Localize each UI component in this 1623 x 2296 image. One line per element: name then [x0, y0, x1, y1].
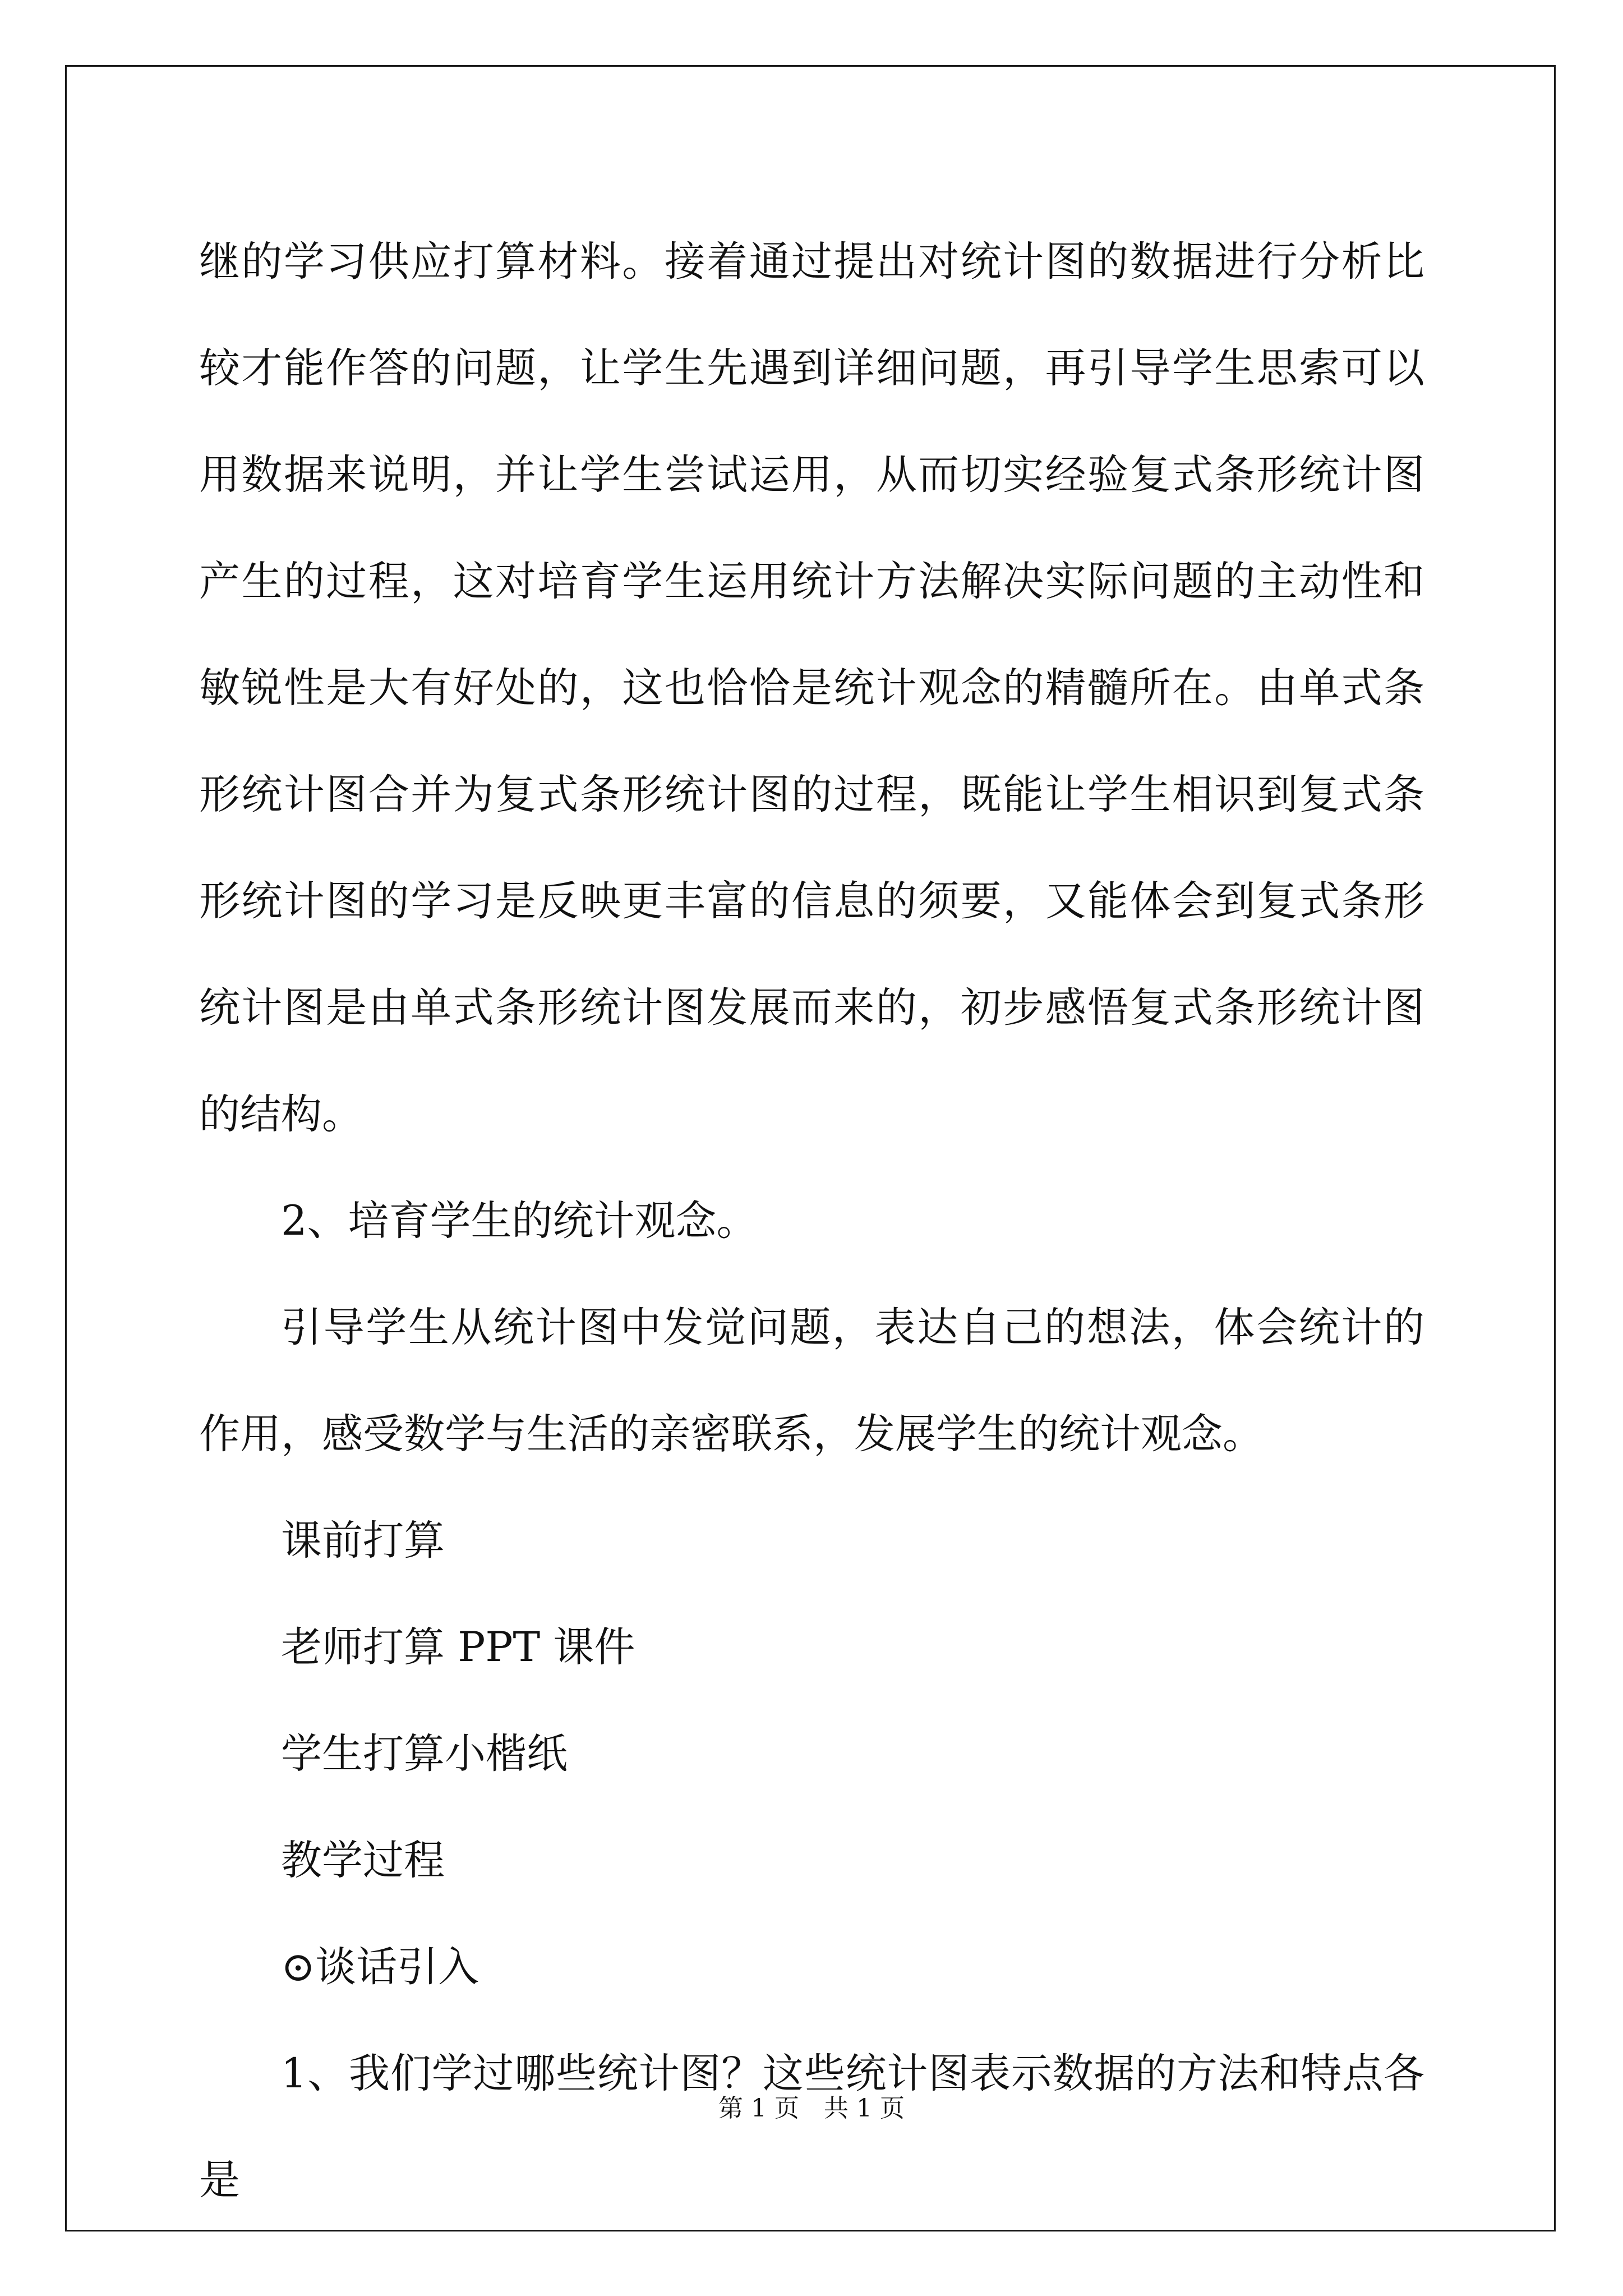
paragraph-8: ⊙谈话引入 — [281, 1943, 479, 1991]
paragraph-9: 1、我们学过哪些统计图？这些统计图表示数据的方法和特点各是 — [199, 2050, 1424, 2204]
paragraph-1: 继的学习供应打算材料。接着通过提出对统计图的数据进行分析比较才能作答的问题，让学生先遇到详细问题，再引导学生思索可以用数据来说明，并让学生尝试运用，从而切实经验复式条形统计图产生的过程，这对培育学生运用统计方法解决实际问题的主动性和敏锐性是大有好处的，这也恰恰是统计观念的精髓所在。由单式条形统计图合并为复式条形统计图的过程，既能让学生相识到复式条形统计图的学习是反映更丰富的信息的须要，又能体会到复式条形统计图是由单式条形统计图发展而来的，初步感悟复式条形统计图的结构。 — [199, 238, 1424, 1138]
paragraph-7: 教学过程 — [281, 1837, 445, 1884]
page-total: 共 1 页 — [824, 2094, 905, 2123]
paragraph-4: 课前打算 — [281, 1517, 445, 1565]
paragraph-6: 学生打算小楷纸 — [281, 1730, 568, 1778]
page-number: 第 1 页 — [718, 2094, 799, 2123]
page-footer — [0, 2088, 1623, 2124]
document-body — [199, 209, 1424, 2234]
paragraph-3: 引导学生从统计图中发觉问题，表达自己的想法，体会统计的作用，感受数学与生活的亲密联系，发展学生的统计观念。 — [199, 1304, 1424, 1458]
paragraph-5: 老师打算 PPT 课件 — [281, 1623, 635, 1671]
paragraph-2: 2、培育学生的统计观念。 — [281, 1197, 758, 1245]
